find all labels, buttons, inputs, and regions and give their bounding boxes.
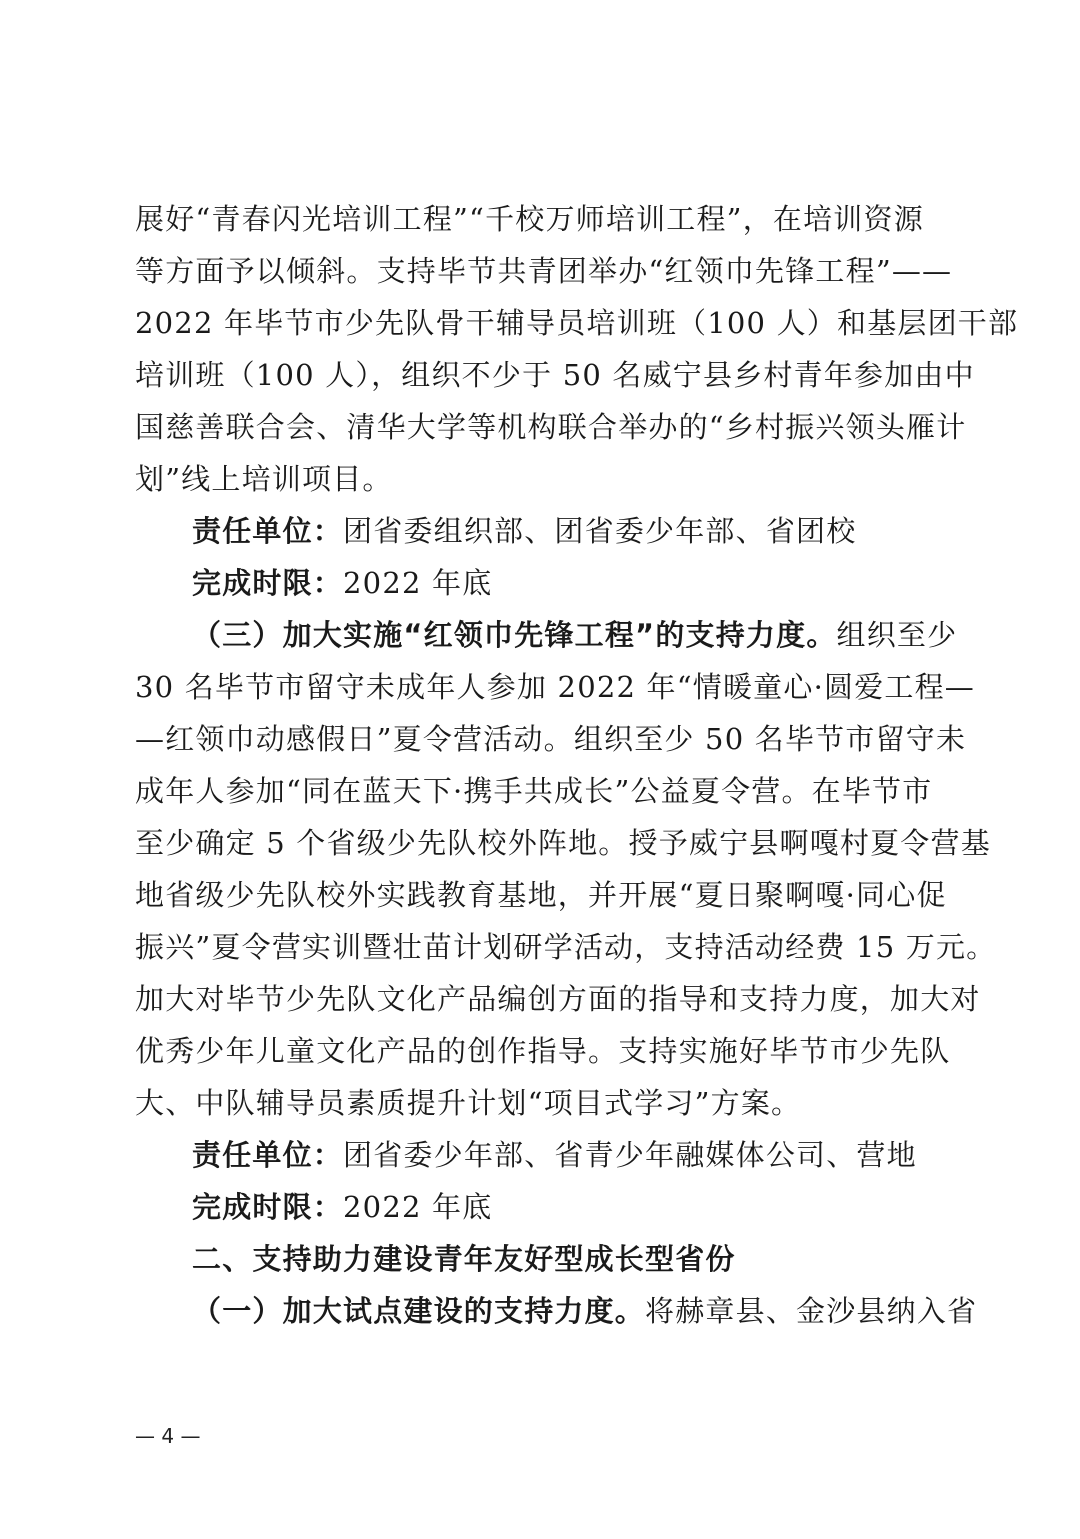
body-line: 2022 年毕节市少先队骨干辅导员培训班（100 人）和基层团干部 <box>135 306 1019 340</box>
body-line: 加大对毕节少先队文化产品编创方面的指导和支持力度，加大对 <box>135 982 981 1016</box>
deadline-value: 2022 年底 <box>343 566 493 600</box>
deadline-label: 完成时限： <box>192 566 344 600</box>
section-3-text: 组织至少 <box>836 618 958 652</box>
responsible-label: 责任单位： <box>192 514 344 548</box>
deadline-2 <box>192 1181 945 1233</box>
responsible-label: 责任单位： <box>192 1138 344 1172</box>
responsible-value: 团省委组织部、团省委少年部、省团校 <box>343 514 857 548</box>
responsible-unit-1 <box>192 505 945 557</box>
section-3-heading: （三）加大实施“红领巾先锋工程”的支持力度。 <box>192 618 837 652</box>
deadline-label: 完成时限： <box>192 1190 344 1224</box>
page-number: — 4 — <box>135 1424 201 1448</box>
body-line: 至少确定 5 个省级少先队校外阵地。授予威宁县啊嘎村夏令营基 <box>135 826 991 860</box>
body-line: —红领巾动感假日”夏令营活动。组织至少 50 名毕节市留守未 <box>135 722 967 756</box>
deadline-1 <box>192 557 945 609</box>
body-line: 等方面予以倾斜。支持毕节共青团举办“红领巾先锋工程”—— <box>135 254 953 288</box>
section-1-heading: （一）加大试点建设的支持力度。 <box>192 1294 646 1328</box>
section-1-text: 将赫章县、金沙县纳入省 <box>645 1294 978 1328</box>
body-line: 地省级少先队校外实践教育基地，并开展“夏日聚啊嘎·同心促 <box>135 878 947 912</box>
body-line: 国慈善联合会、清华大学等机构联合举办的“乡村振兴领头雁计 <box>135 410 967 444</box>
responsible-unit-2 <box>192 1129 945 1181</box>
deadline-value: 2022 年底 <box>343 1190 493 1224</box>
section-3-first-line <box>192 609 958 661</box>
body-line: 展好“青春闪光培训工程”“千校万师培训工程”，在培训资源 <box>135 202 924 236</box>
body-line: 成年人参加“同在蓝天下·携手共成长”公益夏令营。在毕节市 <box>135 774 933 808</box>
body-line: 培训班（100 人），组织不少于 50 名威宁县乡村青年参加由中 <box>135 358 975 392</box>
body-line: 优秀少年儿童文化产品的创作指导。支持实施好毕节市少先队 <box>135 1034 951 1068</box>
section-1-first-line <box>192 1285 978 1337</box>
body-line: 划”线上培训项目。 <box>135 462 393 496</box>
responsible-value: 团省委少年部、省青少年融媒体公司、营地 <box>343 1138 917 1172</box>
body-line: 大、中队辅导员素质提升计划“项目式学习”方案。 <box>135 1086 802 1120</box>
body-line: 30 名毕节市留守未成年人参加 2022 年“情暖童心·圆爱工程— <box>135 670 976 704</box>
part-2-heading: 二、支持助力建设青年友好型成长型省份 <box>192 1242 736 1276</box>
body-line: 振兴”夏令营实训暨壮苗计划研学活动，支持活动经费 15 万元。 <box>135 930 997 964</box>
